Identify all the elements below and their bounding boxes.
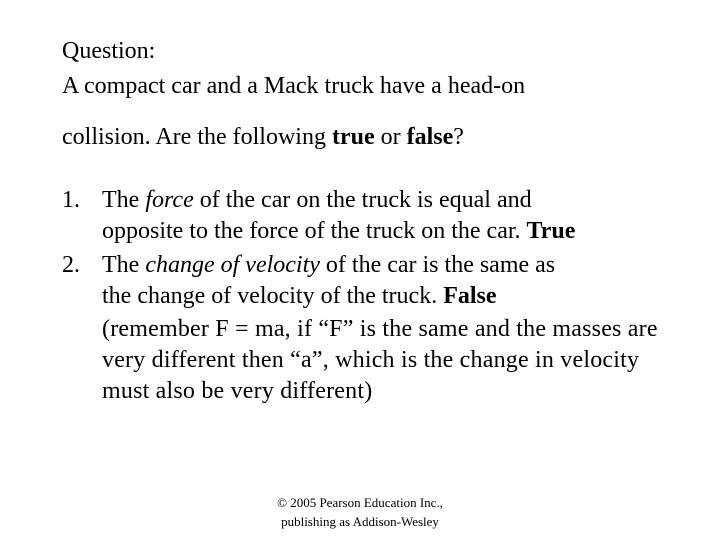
question-text-line1: A compact car and a Mack truck have a head-on — [62, 73, 526, 99]
list-item-body — [102, 250, 682, 312]
list-item-number: 1. — [62, 187, 80, 213]
question-text-part: collision. Are the following — [62, 124, 332, 150]
question-mark: ? — [453, 124, 464, 150]
question-text-or: or — [374, 124, 407, 150]
item-note: (remember F = ma, if “F” is the same and the masses are very different then “a”, which is the change in velocity must also be very different) — [102, 316, 658, 404]
item-emphasis: change of velocity — [145, 252, 320, 278]
item-text: of the car is the same as — [319, 252, 556, 278]
list-item-body — [102, 185, 682, 247]
question-text-line2 — [62, 122, 464, 152]
item-answer: False — [443, 283, 497, 309]
item-emphasis: force — [145, 187, 194, 213]
list-item-2 — [62, 250, 682, 407]
footer-line1: © 2005 Pearson Education Inc., — [277, 495, 443, 510]
false-keyword: false — [406, 124, 454, 150]
item-text: the change of velocity of the truck. — [102, 283, 444, 309]
item-text: The — [102, 187, 146, 213]
question-label: Question: — [62, 38, 156, 64]
item-answer: True — [526, 218, 576, 244]
item-text: of the car on the truck is equal and — [193, 187, 532, 213]
item-text: The — [102, 252, 146, 278]
footer-line2: publishing as Addison-Wesley — [281, 514, 439, 529]
copyright-footer — [0, 493, 720, 531]
item-text: opposite to the force of the truck on the car. — [102, 218, 527, 244]
true-keyword: true — [331, 124, 375, 150]
list-item-number: 2. — [62, 252, 80, 278]
list-item-1 — [62, 185, 682, 247]
